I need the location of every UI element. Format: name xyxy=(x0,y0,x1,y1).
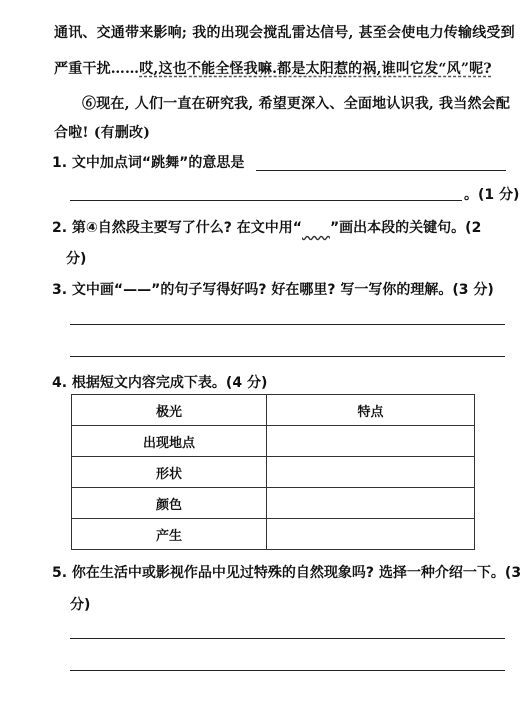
table-row xyxy=(72,488,475,519)
table-row-label: 颜色 xyxy=(72,488,267,519)
question-1-score: 。(1 分) xyxy=(464,187,520,203)
question-2-score-cont: 分) xyxy=(66,251,87,267)
passage-line-1: 通讯、交通带来影响; 我的出现会搅乱雷达信号, 甚至会使电力传输线受到 xyxy=(54,25,515,41)
table-row xyxy=(72,457,475,488)
table-header-aurora: 极光 xyxy=(72,395,267,426)
question-4: 4. 根据短文内容完成下表。(4 分) xyxy=(52,375,268,391)
table-row xyxy=(72,426,475,457)
table-header-row xyxy=(72,395,475,426)
table-row-label: 产生 xyxy=(72,519,267,550)
table-row xyxy=(72,519,475,550)
question-5-score-cont: 分) xyxy=(70,597,91,613)
question-2-text-b: ”画出本段的关键句。(2 xyxy=(329,220,482,236)
table-answer-cell[interactable] xyxy=(267,519,475,550)
answer-line-q3-a[interactable] xyxy=(70,324,505,325)
answer-line-q5-a[interactable] xyxy=(70,638,505,639)
question-5: 5. 你在生活中或影视作品中见过特殊的自然现象吗? 选择一种介绍一下。(3 xyxy=(52,565,522,581)
passage-line-2-underlined: 哎,这也不能全怪我嘛.都是太阳惹的祸,谁叫它发“风”呢? xyxy=(139,61,492,77)
table-answer-cell[interactable] xyxy=(267,426,475,457)
question-2 xyxy=(52,217,481,237)
table-header-features: 特点 xyxy=(267,395,475,426)
question-1: 1. 文中加点词“跳舞”的意思是 xyxy=(52,155,245,171)
aurora-table xyxy=(71,394,475,550)
answer-line-q1-b[interactable] xyxy=(70,200,462,201)
passage-line-2-a: 严重干扰…… xyxy=(54,61,140,77)
passage-line-2 xyxy=(54,58,492,78)
question-2-text-a: 2. 第④自然段主要写了什么? 在文中用“ xyxy=(52,220,302,236)
table-answer-cell[interactable] xyxy=(267,488,475,519)
table-row-label: 形状 xyxy=(72,457,267,488)
answer-line-q1-a[interactable] xyxy=(256,170,506,171)
table-row-label: 出现地点 xyxy=(72,426,267,457)
answer-line-q3-b[interactable] xyxy=(70,356,505,357)
passage-line-4: 合啦! (有删改) xyxy=(54,125,151,141)
wavy-line-mark: ____ xyxy=(301,220,330,236)
table-answer-cell[interactable] xyxy=(267,457,475,488)
answer-line-q5-b[interactable] xyxy=(70,670,505,671)
passage-line-3: ⑥现在, 人们一直在研究我, 希望更深入、全面地认识我, 我当然会配 xyxy=(82,96,511,112)
question-3: 3. 文中画“——”的句子写得好吗? 好在哪里? 写一写你的理解。(3 分) xyxy=(52,282,494,298)
